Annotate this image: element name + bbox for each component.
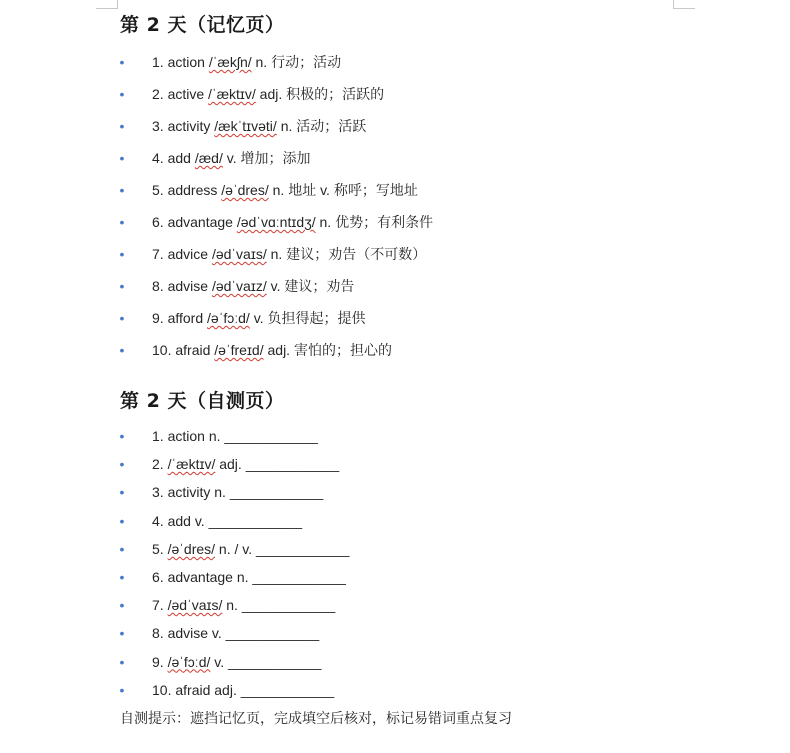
bullet-icon: • <box>119 597 125 614</box>
definition-text: v. 建议；劝告 <box>266 278 355 294</box>
list-item-text <box>152 308 365 328</box>
word-text: 4. add v. <box>152 512 209 529</box>
memory-page-title: 第 2 天（记忆页） <box>120 14 285 36</box>
selftest-word-list <box>0 426 790 708</box>
phonetic-text: /ədˈvaɪz/ <box>211 278 267 294</box>
word-text: 7. <box>152 597 168 614</box>
definition-text: ____________ <box>252 568 346 585</box>
list-item <box>0 116 790 148</box>
bullet-icon: • <box>119 625 125 642</box>
list-item <box>0 482 790 510</box>
list-item-text <box>152 567 346 587</box>
list-item-text <box>152 454 339 474</box>
bullet-icon: • <box>119 278 125 294</box>
word-text: 8. advise v. <box>152 625 226 642</box>
phonetic-text: /əˈfreɪd/ <box>214 342 264 358</box>
list-item-text <box>152 652 321 672</box>
list-item <box>0 567 790 595</box>
word-text: 5. <box>152 540 168 557</box>
list-item-text <box>152 595 335 615</box>
word-text: 2. active <box>152 86 209 102</box>
memory-word-list <box>0 52 790 372</box>
list-item <box>0 511 790 539</box>
definition-text: n. / v. ____________ <box>215 540 350 557</box>
list-item-text <box>152 426 318 446</box>
list-item <box>0 426 790 454</box>
phonetic-text: /ˈæktɪv/ <box>167 456 216 473</box>
bullet-icon: • <box>119 182 125 198</box>
list-item-text <box>152 148 310 168</box>
bullet-icon: • <box>119 484 125 501</box>
list-item-text <box>152 539 349 559</box>
bullet-icon: • <box>119 54 125 70</box>
list-item <box>0 454 790 482</box>
list-item <box>0 595 790 623</box>
definition-text: n. 行动；活动 <box>251 54 342 70</box>
bullet-icon: • <box>119 653 125 670</box>
bullet-icon: • <box>119 512 125 529</box>
definition-text: ____________ <box>229 484 324 501</box>
list-item <box>0 244 790 276</box>
list-item-text <box>152 84 384 104</box>
phonetic-text: /ækˈtɪvəti/ <box>214 118 277 134</box>
list-item-text <box>152 340 392 360</box>
definition-text: ____________ <box>240 681 335 698</box>
definition-text: ____________ <box>225 625 320 642</box>
word-text: 1. action n. <box>152 428 225 444</box>
phonetic-text: /əˈfɔːd/ <box>167 653 211 670</box>
phonetic-text: /ˈækʃn/ <box>208 54 252 70</box>
list-item <box>0 180 790 212</box>
definition-text: adj. 积极的；活跃的 <box>255 86 385 102</box>
selftest-page-title: 第 2 天（自测页） <box>120 390 285 412</box>
list-item-text <box>152 276 354 296</box>
bullet-icon: • <box>119 428 125 444</box>
word-text: 9. <box>152 653 168 670</box>
list-item-text <box>152 244 426 264</box>
word-text: 2. <box>152 456 168 473</box>
list-item-text <box>152 52 341 72</box>
word-text: 3. activity <box>152 118 215 134</box>
list-item-text <box>152 482 323 502</box>
list-item-text <box>152 116 366 136</box>
definition-text: adj. 害怕的；担心的 <box>263 342 392 358</box>
phonetic-text: /ədˈvɑːntɪdʒ/ <box>236 214 316 230</box>
selftest-hint: 自测提示：遮挡记忆页，完成填空后核对，标记易错词重点复习 <box>120 710 512 726</box>
list-item-text <box>152 623 319 643</box>
phonetic-text: /əˈfɔːd/ <box>207 310 250 326</box>
definition-text: ____________ <box>224 428 318 444</box>
list-item <box>0 340 790 372</box>
word-text: 6. advantage <box>152 214 237 230</box>
definition-text: v. 增加；添加 <box>222 150 311 166</box>
bullet-icon: • <box>119 456 125 473</box>
definition-text: n. 建议；劝告（不可数） <box>266 246 427 262</box>
word-text: 4. add <box>152 150 195 166</box>
bullet-icon: • <box>119 568 125 585</box>
list-item-text <box>152 212 433 232</box>
definition-text: v. 负担得起；提供 <box>249 310 366 326</box>
list-item <box>0 623 790 651</box>
definition-text: v. ____________ <box>210 653 322 670</box>
word-text: 6. advantage n. <box>152 568 253 585</box>
bullet-icon: • <box>119 310 125 326</box>
list-item-text <box>152 180 418 200</box>
bullet-icon: • <box>119 540 125 557</box>
bullet-icon: • <box>119 214 125 230</box>
bullet-icon: • <box>119 118 125 134</box>
phonetic-text: /əˈdres/ <box>167 540 216 557</box>
phonetic-text: /æd/ <box>194 150 223 166</box>
bullet-icon: • <box>119 86 125 102</box>
list-item <box>0 52 790 84</box>
phonetic-text: /ˈæktɪv/ <box>208 86 256 102</box>
list-item <box>0 652 790 680</box>
list-item <box>0 680 790 708</box>
list-item <box>0 539 790 567</box>
word-text: 3. activity n. <box>152 484 230 501</box>
phonetic-text: /əˈdres/ <box>221 182 269 198</box>
list-item <box>0 84 790 116</box>
word-text: 10. afraid <box>152 342 215 358</box>
word-text: 8. advise <box>152 278 212 294</box>
bullet-icon: • <box>119 342 125 358</box>
bullet-icon: • <box>119 246 125 262</box>
phonetic-text: /ədˈvaɪs/ <box>211 246 267 262</box>
word-text: 10. afraid adj. <box>152 681 241 698</box>
list-item <box>0 276 790 308</box>
bullet-icon: • <box>119 150 125 166</box>
bullet-icon: • <box>119 681 125 698</box>
page-corner-mark-left <box>96 0 118 9</box>
definition-text: n. 活动；活跃 <box>276 118 367 134</box>
word-text: 7. advice <box>152 246 212 262</box>
definition-text: adj. ____________ <box>215 456 340 473</box>
definition-text: ____________ <box>208 512 302 529</box>
definition-text: n. ____________ <box>222 597 336 614</box>
word-text: 5. address <box>152 182 222 198</box>
list-item-text <box>152 511 302 531</box>
list-item-text <box>152 680 334 700</box>
phonetic-text: /ədˈvaɪs/ <box>167 597 223 614</box>
list-item <box>0 308 790 340</box>
word-text: 9. afford <box>152 310 208 326</box>
definition-text: n. 地址 v. 称呼；写地址 <box>268 182 418 198</box>
list-item <box>0 148 790 180</box>
list-item <box>0 212 790 244</box>
definition-text: n. 优势；有利条件 <box>315 214 434 230</box>
page-corner-mark-right <box>673 0 695 9</box>
word-text: 1. action <box>152 54 209 70</box>
